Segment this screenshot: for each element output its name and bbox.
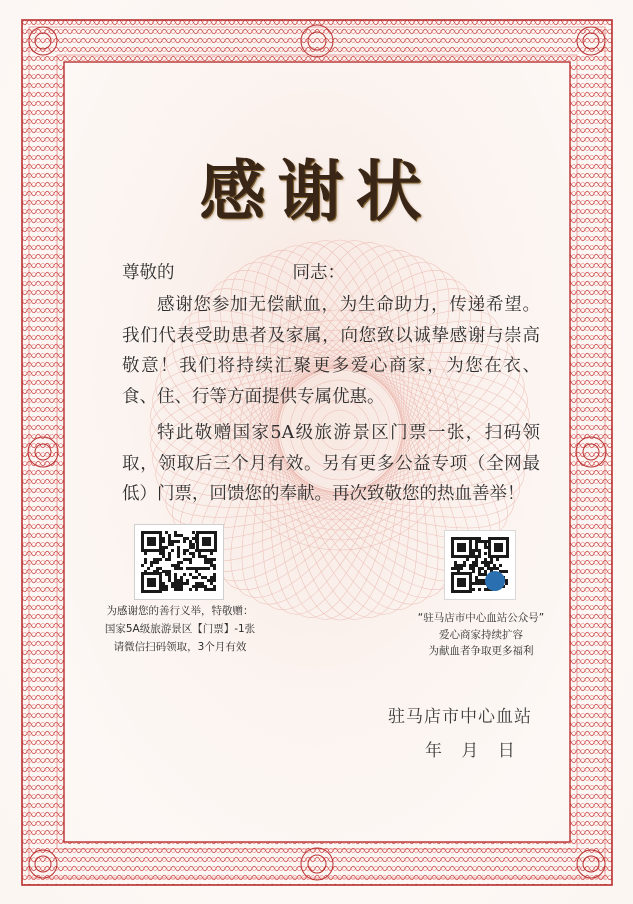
salutation-prefix: 尊敬的	[122, 263, 175, 283]
salutation	[122, 258, 540, 289]
ticket-qr-code[interactable]	[134, 524, 224, 600]
certificate-title: 感谢状	[199, 152, 434, 230]
ticket-qr-caption	[88, 602, 272, 656]
account-caption-line: “驻马店市中心血站公众号”	[417, 612, 545, 624]
ticket-caption-line: 为感谢您的善行义举，特敬赠：	[106, 605, 254, 617]
account-caption-line: 为献血者争取更多福利	[428, 645, 534, 657]
thanks-paragraph: 感谢您参加无偿献血，为生命助力，传递希望。我们代表受助患者及家属，向您致以诚挚感谢与崇高敬意！我们将持续汇聚更多爱心商家，为您在衣、食、住、行等方面提供专属优惠。	[122, 295, 540, 407]
issuer-name: 驻马店市中心血站	[388, 707, 532, 727]
gift-paragraph: 特此敬赠国家5A级旅游景区门票一张，扫码领取，领取后三个月有效。另有更多公益专项（全网最低）门票，回馈您的奉献。再次致敬您的热血善举！	[122, 423, 540, 504]
official-account-caption	[390, 610, 572, 660]
official-account-qr-code[interactable]	[444, 530, 516, 600]
account-caption-line: 爱心商家持续扩容	[439, 628, 523, 641]
ticket-caption-line: 请微信扫码领取，3个月有效	[113, 641, 247, 653]
issue-date: 年 月 日	[425, 741, 515, 761]
salutation-suffix: 同志：	[292, 263, 345, 283]
ticket-caption-line: 国家5A级旅游景区【门票】-1张	[104, 623, 256, 635]
